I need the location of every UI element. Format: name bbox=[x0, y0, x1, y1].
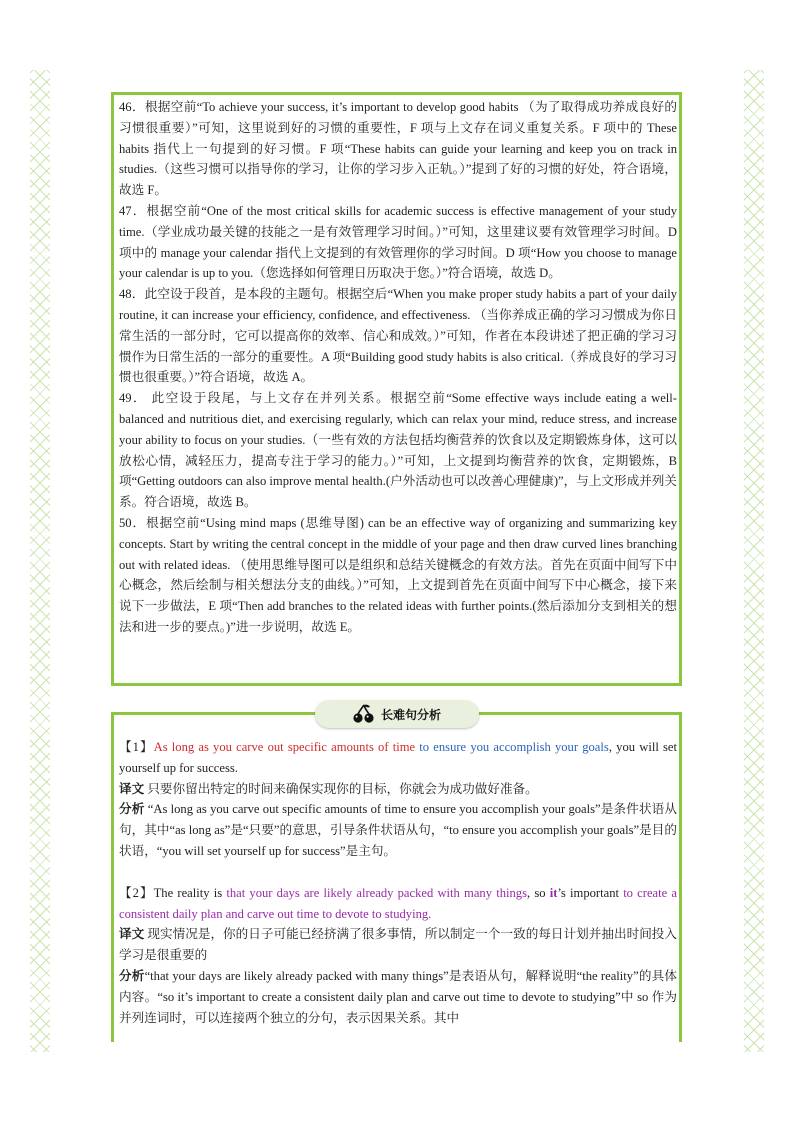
sentence-1-analysis: 分析 “As long as you carve out specific amounts of time to ensure you accomplish your goals”是条件状语从句，其中“as long as”是“只要”的意思，引导条件状语从句，“to ensure you accomplish your goals”是目的状语，“you will set yourself up for success”是主句。 bbox=[119, 802, 677, 858]
sentence-2-formal-subject: it bbox=[549, 885, 558, 900]
sentence-2-predicative-clause: that your days are likely already packed with many things bbox=[226, 885, 527, 900]
sentence-1-main-clause: , you will set yourself up for success. bbox=[119, 740, 677, 775]
sentence-2-number: 【2】 bbox=[119, 885, 154, 900]
analysis-label: 分析 bbox=[119, 802, 145, 817]
translation-label: 译文 bbox=[119, 781, 145, 796]
analysis-label: 分析 bbox=[119, 968, 145, 983]
sentence-2: 【2】The reality is that your days are likely already packed with many things, so it’s important to create a consistent daily plan and carve out time to devote to studying. bbox=[119, 885, 678, 921]
sentence-2-analysis: 分析“that your days are likely already packed with many things”是表语从句，解释说明“the reality”的具体内容。“so it’s important to create a consistent daily plan and carve out time to devote to studying”中 so 作为并列连词时，可以连接两个独立的分句，表示因果关系。其中 bbox=[119, 968, 677, 1025]
sentence-1 bbox=[119, 737, 677, 779]
answer-49: 49． 此空设于段尾，与上文存在并列关系。根据空前“Some effective ways include eating a well-balanced and nutritious diet, and exercising regularly, which can relax your mind, reduce stress, and increase your ability to focus on your studies.（一些有效的方法包括均衡营养的饮食以及定期锻炼身体，这可以放松心情，减轻压力，提高专注于学习的能力。）”可知，上文提到均衡营养的饮食，定期锻炼，B 项“Getting outdoors can also improve mental health.(户外活动也可以改善心理健康)”，与上文形成并列关系。符合语境，故选 B。 bbox=[119, 391, 677, 510]
answer-46: 46．根据空前“To achieve your success, it’s important to develop good habits （为了取得成功养成良好的习惯很重要）”可知，这里说到好的习惯的重要性，F 项与上文存在词义重复关系。F 项中的 These habits 指代上一句提到的好习惯。F 项“These habits can guide your learning and keep you on track in studies.（这些习惯可以指导你的学习，让你的学习步入正轨。）”提到了好的习惯的好处，符合语境，故选 F。 bbox=[119, 100, 677, 198]
sentence-1-purpose-phrase: to ensure you accomplish your goals bbox=[419, 740, 609, 754]
section-title-badge bbox=[315, 700, 479, 728]
section-title: 长难句分析 bbox=[380, 707, 441, 722]
answer-50: 50．根据空前“Using mind maps (思维导图) can be an effective way of organizing and summarizing key concepts. Start by writing the central concept in the middle of your page and then draw curved lines branching out with related ideas. （使用思维导图可以是组织和总结关键概念的有效方法。首先在页面中间写下中心概念，然后绘制与相关想法分支的曲线。）”可知，上文提到首先在页面中间写下中心概念，接下来说下一步做法，E 项“Then add branches to the related ideas with further points.(然后添加分支到相关的想法和进一步的要点。)”进一步说明，故选 E。 bbox=[119, 515, 677, 634]
cherry-icon bbox=[353, 704, 375, 724]
left-decorative-border bbox=[30, 70, 50, 1052]
answer-explanations-box bbox=[111, 92, 682, 686]
sentence-1-translation: 译文 只要你留出特定的时间来确保实现你的目标，你就会为成功做好准备。 bbox=[119, 781, 538, 796]
answer-47: 47．根据空前“One of the most critical skills for academic success is effective management of your study time.（学业成功最关键的技能之一是有效管理学习时间。）”可知，这里建议要有效管理学习时间。D 项中的 manage your calendar 指代上文提到的有效管理你的学习时间。D 项“How you choose to manage your calendar is up to you.（您选择如何管理日历取决于您。）”符合语境，故选 D。 bbox=[119, 203, 677, 281]
sentence-1-condition-clause: As long as you carve out specific amounts of time bbox=[153, 740, 416, 754]
right-decorative-border bbox=[744, 70, 764, 1052]
answer-48: 48．此空设于段首，是本段的主题句。根据空后“When you make proper study habits a part of your daily routine, it can increase your efficiency, confidence, and effectiveness. （当你养成正确的学习习惯成为你日常生活的一部分时，它可以提高你的效率、信心和成效。）”可知，作者在本段讲述了把正确的学习习惯作为日常生活的一部分的重要性。A 项“Building good study habits is also critical.（养成良好的学习习惯也很重要。）”符合语境，故选 A。 bbox=[119, 287, 677, 385]
sentence-2-translation: 译文 现实情况是，你的日子可能已经挤满了很多事情，所以制定一个一致的每日计划并抽出时间投入学习是很重要的 bbox=[119, 927, 678, 963]
translation-label: 译文 bbox=[119, 927, 145, 942]
sentence-analysis-box bbox=[111, 712, 682, 1042]
sentence-2-real-subject: to create a consistent daily plan and carve out time to devote to studying. bbox=[119, 885, 678, 921]
sentence-1-number: 【1】 bbox=[119, 740, 154, 754]
